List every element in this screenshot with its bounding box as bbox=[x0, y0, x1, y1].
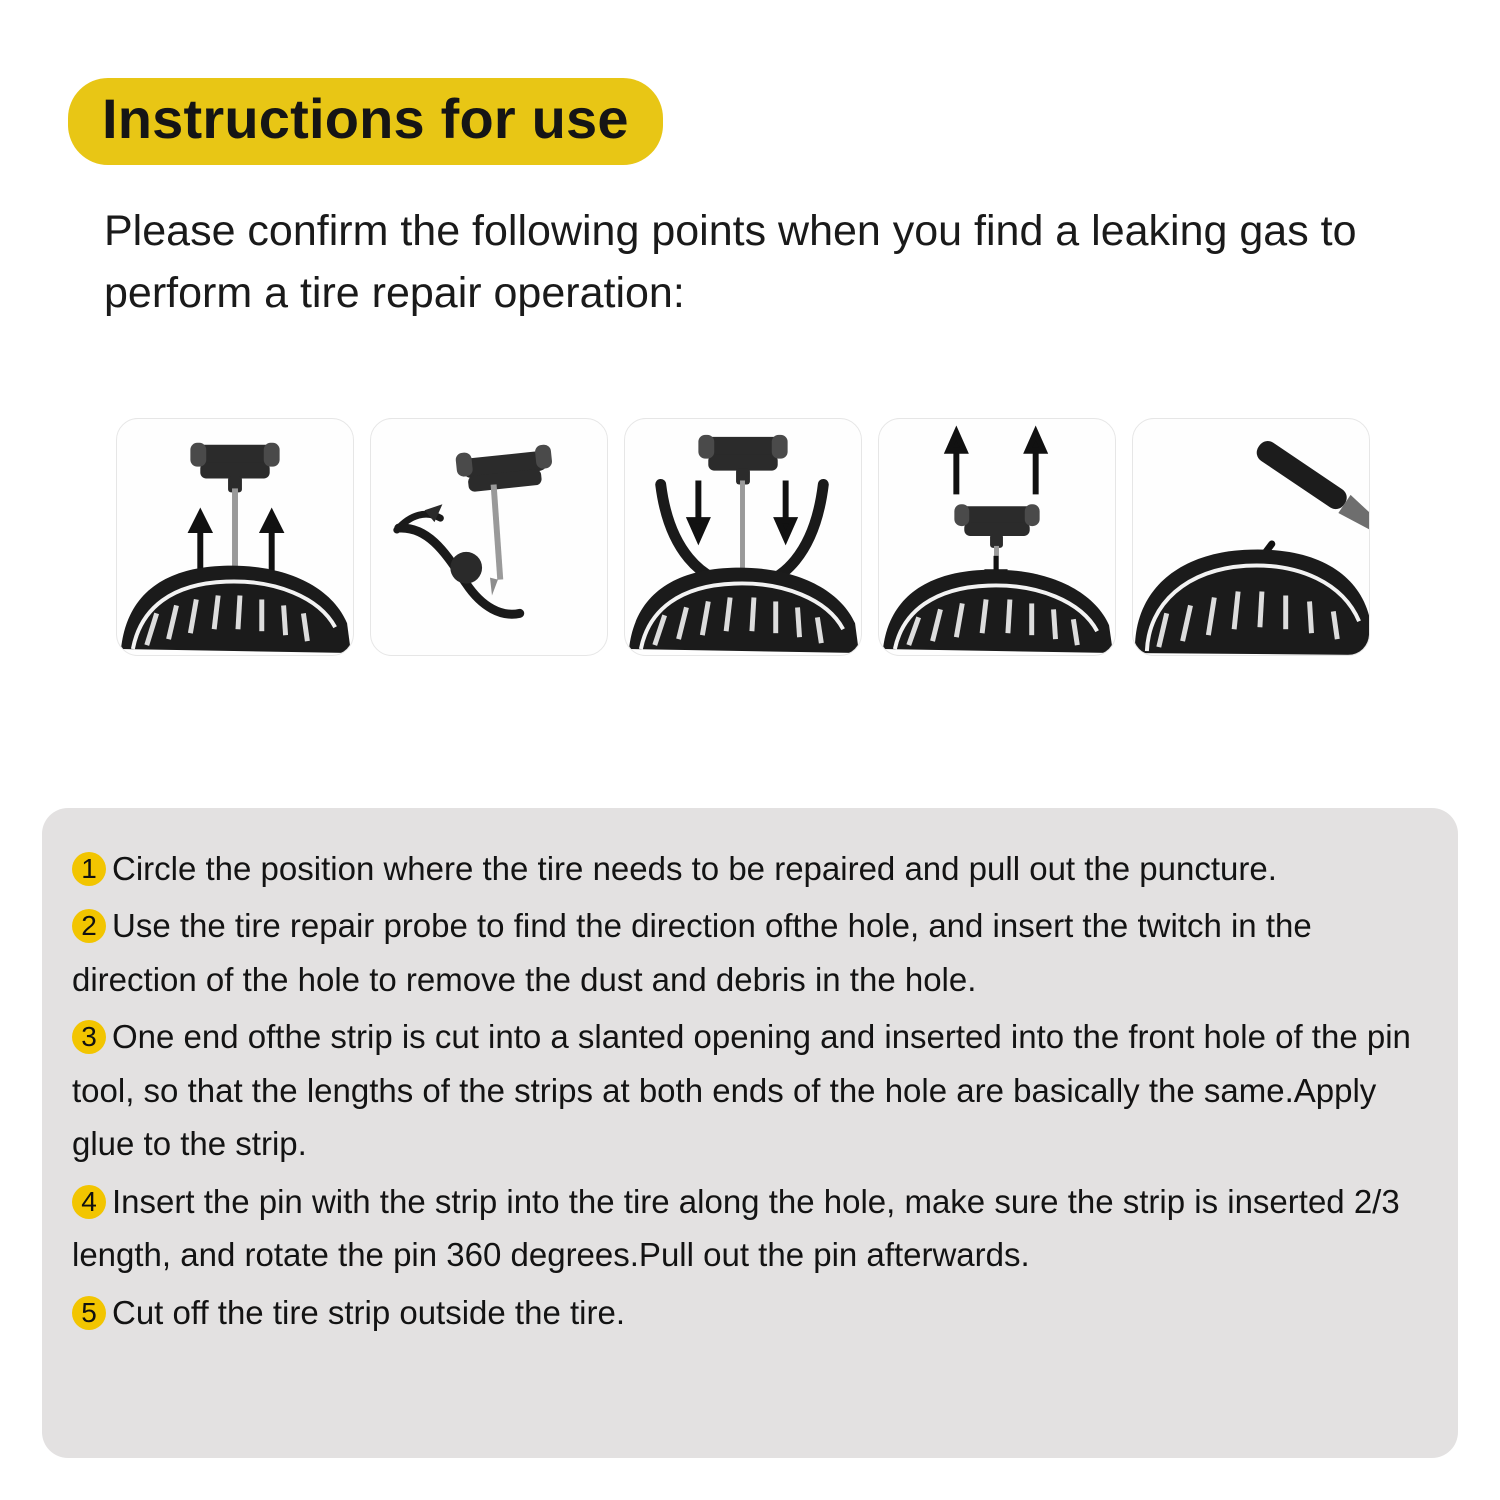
step-text: Cut off the tire strip outside the tire. bbox=[112, 1293, 625, 1331]
page-title-badge bbox=[68, 78, 663, 165]
insert-strip-into-tool-icon bbox=[625, 419, 861, 655]
list-item bbox=[72, 842, 1428, 895]
illustration-card-2 bbox=[370, 418, 608, 656]
tire-probe-strip-icon bbox=[371, 419, 607, 655]
pull-out-pin-up-arrows-icon bbox=[879, 419, 1115, 655]
illustration-card-5 bbox=[1132, 418, 1370, 656]
step-number-badge: 1 bbox=[72, 852, 106, 886]
step-number-badge: 2 bbox=[72, 909, 106, 943]
list-item bbox=[72, 1286, 1428, 1339]
step-number-badge: 5 bbox=[72, 1296, 106, 1330]
illustration-strip bbox=[116, 418, 1388, 656]
illustration-card-4 bbox=[878, 418, 1116, 656]
page-title: Instructions for use bbox=[102, 87, 629, 150]
step-text: Circle the position where the tire needs to be repaired and pull out the puncture. bbox=[112, 850, 1277, 887]
illustration-card-3 bbox=[624, 418, 862, 656]
intro-paragraph: Please confirm the following points when you find a leaking gas to perform a tire repair operation: bbox=[104, 207, 1357, 318]
list-item bbox=[72, 1010, 1428, 1170]
list-item bbox=[72, 1175, 1428, 1282]
step-text: Insert the pin with the strip into the tire along the hole, make sure the strip is inserted 2/3 length, and rotate the pin 360 degrees.Pull out the pin afterwards. bbox=[72, 1182, 1400, 1274]
list-item bbox=[72, 899, 1428, 1006]
step-text: Use the tire repair probe to find the direction ofthe hole, and insert the twitch in the direction of the hole to remove the dust and debris in the hole. bbox=[72, 907, 1312, 998]
step-number-badge: 3 bbox=[72, 1020, 106, 1054]
tire-reamer-up-down-arrows-icon bbox=[117, 419, 353, 655]
instructions-panel bbox=[42, 808, 1458, 1458]
step-text: One end ofthe strip is cut into a slanted opening and inserted into the front hole of the pin tool, so that the lengths of the strips at both ends of the hole are basically the same.Apply glue to the strip. bbox=[72, 1018, 1411, 1163]
step-number-badge: 4 bbox=[72, 1185, 106, 1219]
illustration-card-1 bbox=[116, 418, 354, 656]
instruction-list bbox=[72, 842, 1428, 1339]
cut-strip-knife-icon bbox=[1133, 419, 1369, 655]
